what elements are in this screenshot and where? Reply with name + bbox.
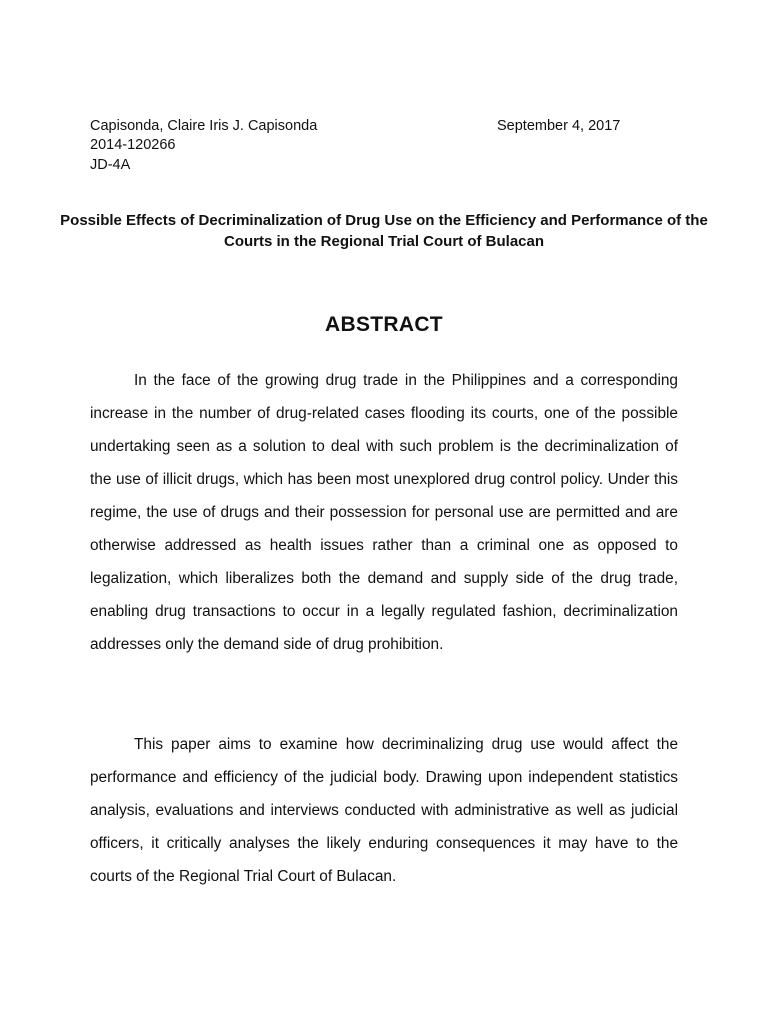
student-id: 2014-120266	[90, 137, 176, 153]
document-date: September 4, 2017	[497, 118, 621, 134]
class-section: JD-4A	[90, 157, 131, 173]
author-name: Capisonda, Claire Iris J. Capisonda	[90, 118, 318, 134]
abstract-paragraph-2: This paper aims to examine how decriminalizing drug use would affect the performance and efficiency of the judicial body. Drawing upon independent statistics analysis, evaluations and interviews conducted with administrative as well as judicial officers, it critically analyses the likely enduring consequences it may have to the courts of the Regional Trial Court of Bulacan.	[90, 736, 678, 885]
abstract-paragraph-1: In the face of the growing drug trade in the Philippines and a corresponding increase in the number of drug-related cases flooding its courts, one of the possible undertaking seen as a solution to deal with such problem is the decriminalization of the use of illicit drugs, which has been most unexplored drug control policy. Under this regime, the use of drugs and their possession for personal use are permitted and are otherwise addressed as health issues rather than a criminal one as opposed to legalization, which liberalizes both the demand and supply side of the drug trade, enabling drug transactions to occur in a legally regulated fashion, decriminalization addresses only the demand side of drug prohibition.	[90, 372, 678, 653]
paper-title: Possible Effects of Decriminalization of Drug Use on the Efficiency and Performance of the Courts in the Regional Trial Court of Bulacan	[60, 212, 708, 250]
abstract-heading: ABSTRACT	[325, 313, 443, 336]
